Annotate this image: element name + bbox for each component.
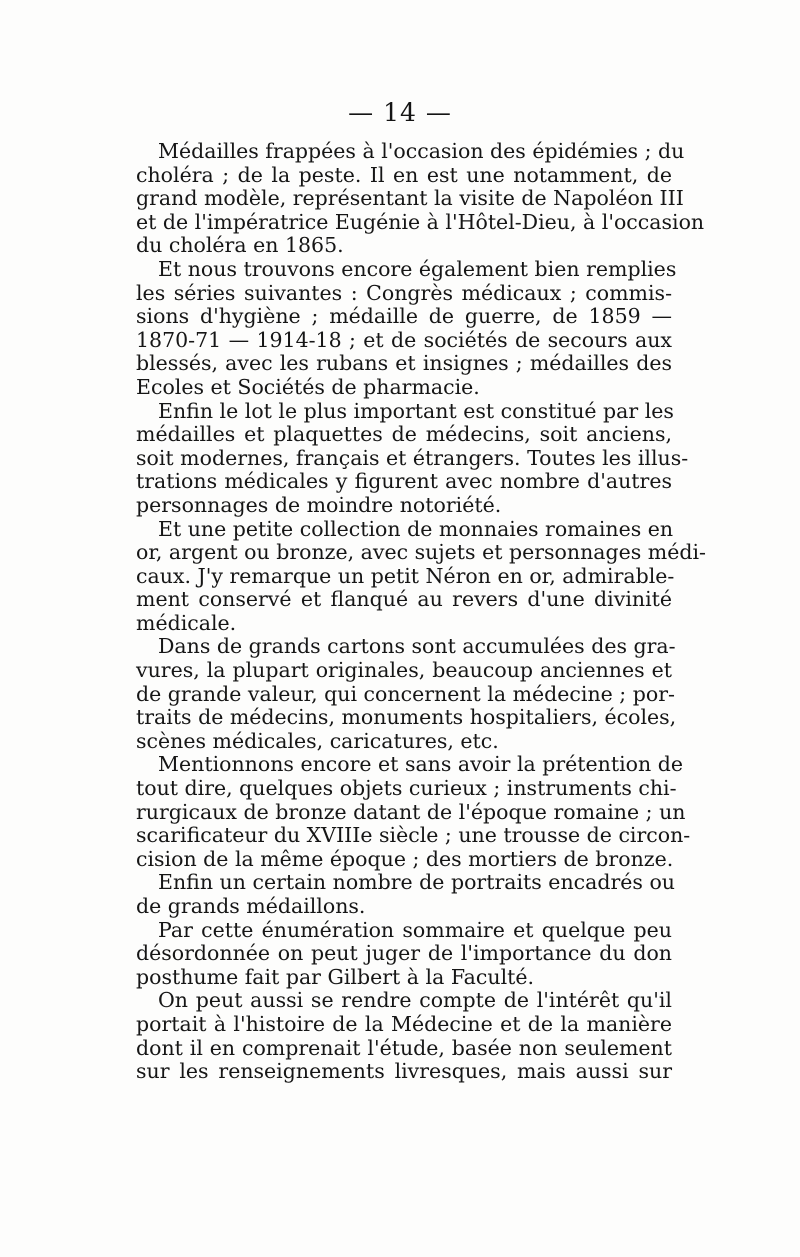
body-text: [136, 139, 706, 1084]
paragraph: [136, 139, 705, 258]
text-line: Par cette énumération sommaire et quelque peu: [158, 917, 672, 942]
text-line: 1870-71 — 1914-18 ; et de sociétés de secours aux: [136, 327, 672, 352]
paragraph: [136, 870, 675, 918]
text-line: On peut aussi se rendre compte de l'intérêt qu'il: [158, 988, 672, 1013]
text-line: posthume fait par Gilbert à la Faculté.: [136, 964, 535, 989]
text-line: et de l'impératrice Eugénie à l'Hôtel-Dieu, à l'occasion: [136, 209, 705, 234]
text-line: rurgicaux de bronze datant de l'époque romaine ; un: [136, 799, 686, 824]
text-line: Et nous trouvons encore également bien remplies: [158, 256, 677, 281]
text-line: les séries suivantes : Congrès médicaux ; commis-: [136, 280, 672, 305]
text-line: scarificateur du XVIIIe siècle ; une trousse de circon-: [136, 823, 691, 848]
paragraph: [136, 398, 689, 518]
text-line: médicale.: [136, 610, 237, 635]
text-line: grand modèle, représentant la visite de Napoléon III: [136, 186, 684, 211]
text-line: or, argent ou bronze, avec sujets et personnages médi-: [136, 540, 706, 565]
text-line: ment conservé et flanqué au revers d'une divinité: [136, 587, 672, 612]
text-line: traits de médecins, monuments hospitaliers, écoles,: [136, 705, 677, 730]
text-line: vures, la plupart originales, beaucoup anciennes et: [136, 658, 672, 683]
text-line: portait à l'histoire de la Médecine et de la manière: [136, 1011, 672, 1036]
paragraph: [136, 516, 706, 636]
text-line: Ecoles et Sociétés de pharmacie.: [136, 374, 480, 399]
text-line: trations médicales y figurent avec nombre d'autres: [136, 469, 672, 494]
paragraph: [136, 989, 672, 1083]
text-line: tout dire, quelques objets curieux ; instruments chi-: [136, 776, 677, 801]
text-line: Dans de grands cartons sont accumulées des gra-: [158, 634, 676, 659]
text-line: cision de la même époque ; des mortiers de bronze.: [136, 846, 674, 871]
text-line: désordonnée on peut juger de l'importance du don: [136, 941, 672, 966]
text-line: Mentionnons encore et sans avoir la prétention de: [158, 752, 683, 777]
text-line: choléra ; de la peste. Il en est une notamment, de: [136, 162, 672, 187]
text-line: de grands médaillons.: [136, 894, 366, 918]
text-line: de grande valeur, qui concernent la médecine ; por-: [136, 681, 675, 706]
text-line: Enfin le lot le plus important est constitué par les: [158, 398, 674, 423]
paragraph: [136, 634, 677, 753]
text-line: Enfin un certain nombre de portraits encadrés ou: [158, 870, 675, 895]
text-line: Médailles frappées à l'occasion des épidémies ; du: [158, 139, 685, 163]
text-line: blessés, avec les rubans et insignes ; médailles des: [136, 351, 672, 376]
text-line: caux. J'y remarque un petit Néron en or, admirable-: [136, 563, 675, 588]
paragraph: [136, 256, 677, 400]
text-line: du choléra en 1865.: [136, 233, 344, 258]
text-line: scènes médicales, caricatures, etc.: [136, 728, 499, 753]
paragraph: [136, 752, 691, 871]
text-line: sur les renseignements livresques, mais aussi sur: [136, 1059, 672, 1084]
text-line: Et une petite collection de monnaies romaines en: [158, 516, 674, 541]
text-line: soit modernes, français et étrangers. Toutes les illus-: [136, 445, 689, 470]
page-number: — 14 —: [348, 98, 452, 127]
text-line: personnages de moindre notoriété.: [136, 492, 502, 517]
text-line: médailles et plaquettes de médecins, soit anciens,: [136, 422, 672, 447]
text-line: sions d'hygiène ; médaille de guerre, de 1859 —: [136, 304, 672, 329]
text-line: dont il en comprenait l'étude, basée non seulement: [136, 1035, 672, 1060]
paragraph: [136, 919, 672, 990]
